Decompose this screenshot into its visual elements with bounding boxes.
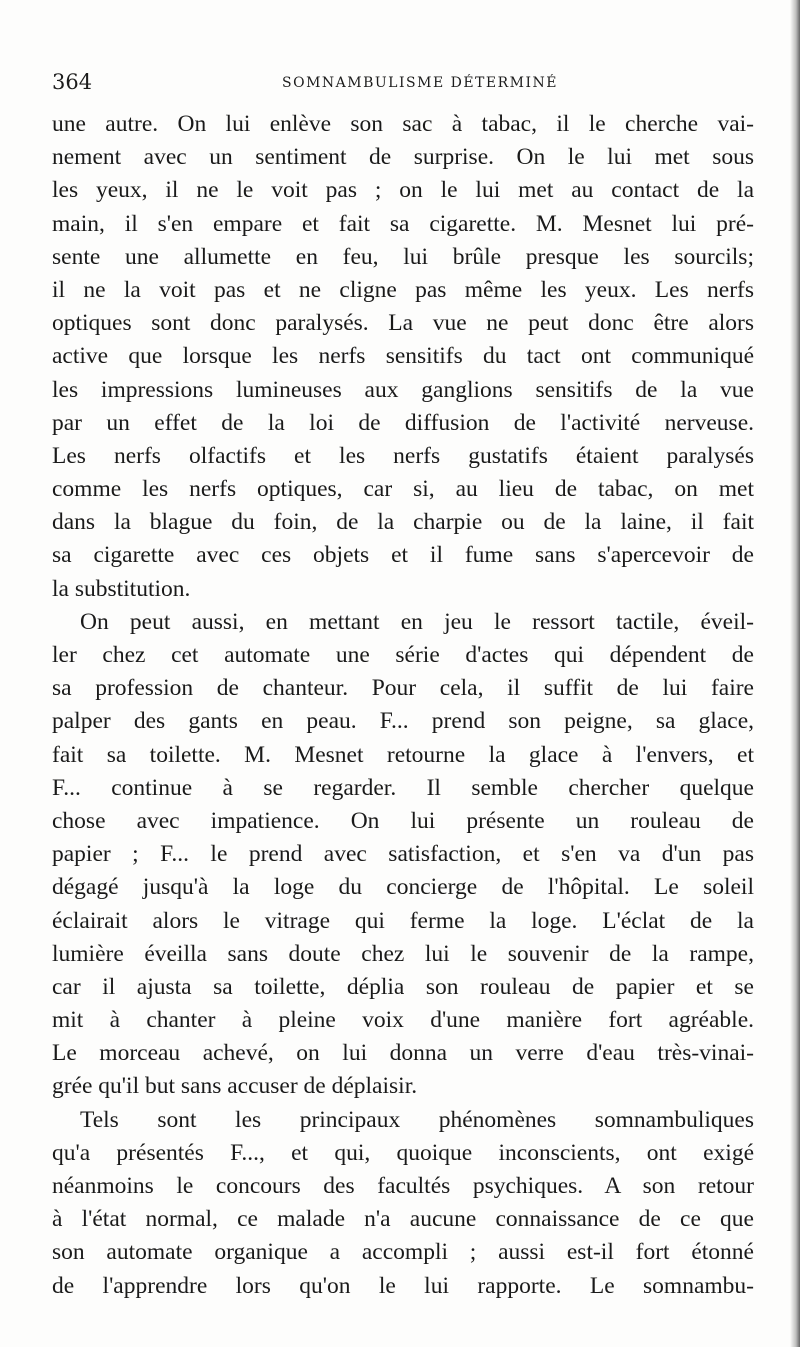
- text-line: éclairait alors le vitrage qui ferme la loge. L'éclat de la: [52, 907, 754, 934]
- text-line: mit à chanter à pleine voix d'une manière fort agréable.: [52, 1007, 754, 1034]
- page-edge-shadow: [790, 0, 800, 1347]
- text-line: active que lorsque les nerfs sensitifs du tact ont communiqué: [52, 343, 754, 370]
- running-head: SOMNAMBULISME DÉTERMINÉ: [282, 75, 558, 91]
- paragraph-end-line: la substitution.: [52, 575, 191, 602]
- text-line: une autre. On lui enlève son sac à tabac, il le cherche vai-: [52, 111, 754, 137]
- text-line: F... continue à se regarder. Il semble chercher quelque: [52, 774, 754, 801]
- text-line: papier ; F... le prend avec satisfaction, et s'en va d'un pas: [52, 841, 754, 868]
- text-line: fait sa toilette. M. Mesnet retourne la glace à l'envers, et: [52, 741, 754, 768]
- text-line: chose avec impatience. On lui présente un rouleau de: [52, 807, 754, 834]
- text-line: il ne la voit pas et ne cligne pas même les yeux. Les nerfs: [52, 276, 754, 303]
- text-line: car il ajusta sa toilette, déplia son rouleau de papier et se: [52, 973, 754, 1000]
- paragraph-end-line: grée qu'il but sans accuser de déplaisir.: [52, 1073, 418, 1100]
- text-line: de l'apprendre lors qu'on le lui rapporte. Le somnambu-: [52, 1272, 754, 1299]
- paragraph-start-line: On peut aussi, en mettant en jeu le ressort tactile, éveil-: [80, 608, 754, 635]
- text-line: sente une allumette en feu, lui brûle presque les sourcils;: [52, 243, 754, 270]
- text-line: sa profession de chanteur. Pour cela, il suffit de lui faire: [52, 675, 754, 702]
- body-text: [52, 108, 754, 1303]
- text-line: optiques sont donc paralysés. La vue ne peut donc être alors: [52, 310, 754, 337]
- text-line: ler chez cet automate une série d'actes qui dépendent de: [52, 642, 754, 668]
- text-line: Les nerfs olfactifs et les nerfs gustatifs étaient paralysés: [52, 442, 754, 469]
- text-line: qu'a présentés F..., et qui, quoique inconscients, ont exigé: [52, 1139, 754, 1166]
- text-line: Le morceau achevé, on lui donna un verre d'eau très-vinai-: [52, 1040, 754, 1067]
- text-line: dans la blague du foin, de la charpie ou de la laine, il fait: [52, 509, 754, 536]
- text-line: les yeux, il ne le voit pas ; on le lui met au contact de la: [52, 177, 754, 204]
- text-line: comme les nerfs optiques, car si, au lieu de tabac, on met: [52, 476, 754, 503]
- text-line: dégagé jusqu'à la loge du concierge de l'hôpital. Le soleil: [52, 874, 754, 901]
- text-line: nement avec un sentiment de surprise. On le lui met sous: [52, 144, 754, 171]
- page-header: [52, 70, 752, 100]
- text-line: main, il s'en empare et fait sa cigarette. M. Mesnet lui pré-: [52, 210, 754, 237]
- page-number: 364: [52, 70, 93, 94]
- text-line: à l'état normal, ce malade n'a aucune connaissance de ce que: [52, 1206, 754, 1233]
- text-line: son automate organique a accompli ; aussi est-il fort étonné: [52, 1239, 754, 1266]
- text-line: par un effet de la loi de diffusion de l'activité nerveuse.: [52, 409, 754, 436]
- text-line: néanmoins le concours des facultés psychiques. A son retour: [52, 1173, 754, 1199]
- text-line: sa cigarette avec ces objets et il fume sans s'apercevoir de: [52, 542, 754, 569]
- text-line: les impressions lumineuses aux ganglions sensitifs de la vue: [52, 376, 754, 403]
- paragraph-start-line: Tels sont les principaux phénomènes somnambuliques: [80, 1106, 754, 1133]
- text-line: lumière éveilla sans doute chez lui le souvenir de la rampe,: [52, 940, 754, 967]
- text-line: palper des gants en peau. F... prend son peigne, sa glace,: [52, 708, 754, 735]
